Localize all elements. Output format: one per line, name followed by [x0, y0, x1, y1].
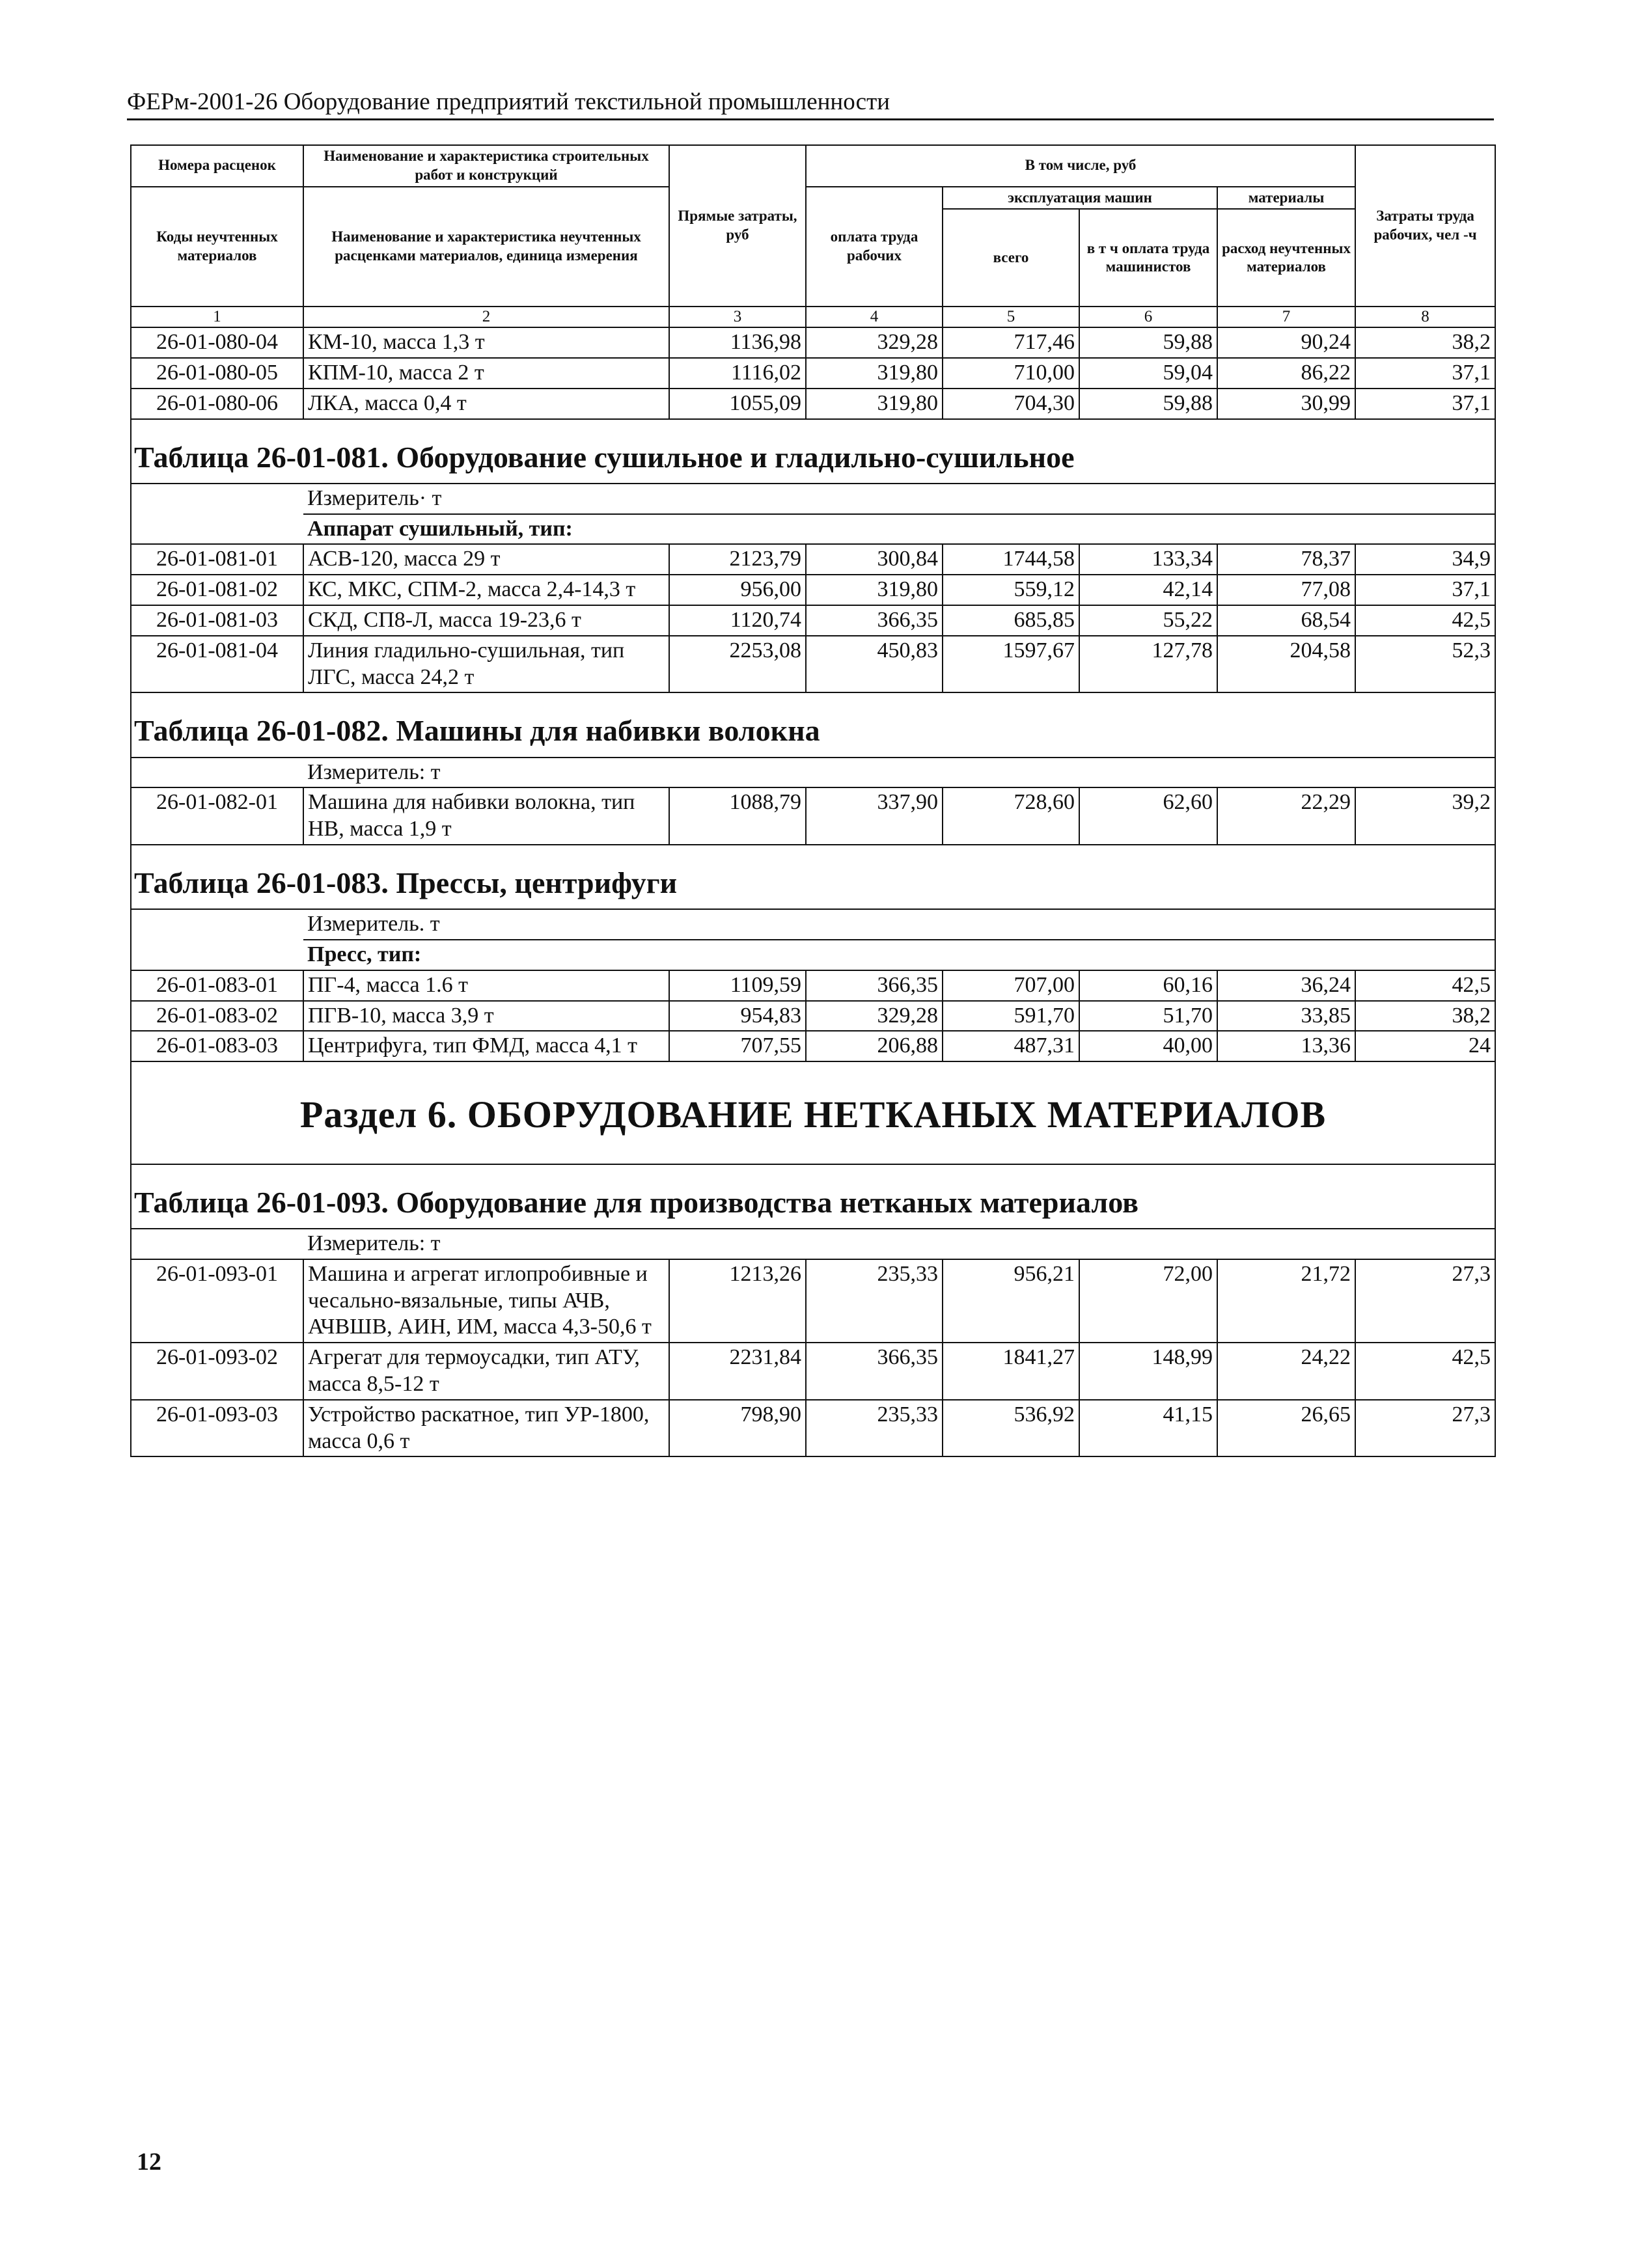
rate-value: 235,33: [806, 1400, 943, 1457]
header-row-2: [131, 187, 1495, 210]
rate-value: 329,28: [806, 327, 943, 358]
table-row: [131, 389, 1495, 419]
rate-value: 27,3: [1355, 1400, 1495, 1457]
rate-name: Машина и агрегат иглопробивные и чесально-вязальные, типы АЧВ, АЧВШВ, АИН, ИМ, масса 4,3-50,6 т: [303, 1259, 669, 1343]
rate-value: 704,30: [943, 389, 1079, 419]
table-row: [131, 358, 1495, 389]
table-row: [131, 1343, 1495, 1400]
measure-unit: Измеритель: т: [303, 1229, 1495, 1259]
rate-name: КС, МКС, СПМ-2, масса 2,4-14,3 т: [303, 575, 669, 605]
rate-value: 559,12: [943, 575, 1079, 605]
rate-value: 37,1: [1355, 389, 1495, 419]
table-title-row: [131, 692, 1495, 757]
rate-value: 956,00: [669, 575, 806, 605]
measure-unit: Измеритель. т: [303, 909, 1495, 940]
col-header-labor: Затраты труда рабочих, чел -ч: [1355, 145, 1495, 307]
rate-code: 26-01-093-02: [131, 1343, 303, 1400]
table-row: [131, 1001, 1495, 1032]
rate-value: 329,28: [806, 1001, 943, 1032]
rate-code: 26-01-093-01: [131, 1259, 303, 1343]
rate-name: ПГ-4, масса 1.6 т: [303, 970, 669, 1001]
rate-value: 59,88: [1079, 389, 1217, 419]
col-header-name-top: Наименование и характеристика строительных работ и конструкций: [303, 145, 669, 187]
rate-value: 1213,26: [669, 1259, 806, 1343]
column-numbers-row: [131, 307, 1495, 327]
rate-code: 26-01-082-01: [131, 787, 303, 845]
rate-value: 728,60: [943, 787, 1079, 845]
table-row: [131, 575, 1495, 605]
spacer-cell: [131, 940, 303, 970]
rate-value: 59,88: [1079, 327, 1217, 358]
col-header-machine-total: всего: [943, 209, 1079, 307]
rate-value: 39,2: [1355, 787, 1495, 845]
rate-name: ПГВ-10, масса 3,9 т: [303, 1001, 669, 1032]
rate-value: 24,22: [1217, 1343, 1355, 1400]
rate-name: АСВ-120, масса 29 т: [303, 544, 669, 575]
column-number: 7: [1217, 307, 1355, 327]
rate-value: 38,2: [1355, 327, 1495, 358]
rate-value: 22,29: [1217, 787, 1355, 845]
rate-value: 450,83: [806, 636, 943, 693]
subheading-row: [131, 514, 1495, 545]
rate-value: 60,16: [1079, 970, 1217, 1001]
rate-value: 204,58: [1217, 636, 1355, 693]
rate-value: 86,22: [1217, 358, 1355, 389]
rate-value: 954,83: [669, 1001, 806, 1032]
table-row: [131, 970, 1495, 1001]
col-header-machine-wages: в т ч оплата труда машинистов: [1079, 209, 1217, 307]
rate-value: 956,21: [943, 1259, 1079, 1343]
rate-value: 1597,67: [943, 636, 1079, 693]
column-number: 1: [131, 307, 303, 327]
rate-value: 68,54: [1217, 605, 1355, 636]
col-header-machine: эксплуатация машин: [943, 187, 1217, 210]
table-title: Таблица 26-01-082. Машины для набивки волокна: [131, 692, 1495, 757]
rate-value: 37,1: [1355, 358, 1495, 389]
column-number: 6: [1079, 307, 1217, 327]
section-title: Раздел 6. ОБОРУДОВАНИЕ НЕТКАНЫХ МАТЕРИАЛОВ: [131, 1061, 1495, 1164]
col-header-materials-sub: расход неучтенных материалов: [1217, 209, 1355, 307]
rate-value: 319,80: [806, 575, 943, 605]
rate-value: 72,00: [1079, 1259, 1217, 1343]
rate-value: 1120,74: [669, 605, 806, 636]
rate-value: 487,31: [943, 1031, 1079, 1061]
rate-value: 1841,27: [943, 1343, 1079, 1400]
rate-value: 52,3: [1355, 636, 1495, 693]
column-number: 8: [1355, 307, 1495, 327]
rate-name: Агрегат для термоусадки, тип АТУ, масса 8,5-12 т: [303, 1343, 669, 1400]
measure-row: [131, 1229, 1495, 1259]
rate-value: 90,24: [1217, 327, 1355, 358]
rate-value: 13,36: [1217, 1031, 1355, 1061]
rate-value: 36,24: [1217, 970, 1355, 1001]
rate-value: 536,92: [943, 1400, 1079, 1457]
header-row-1: [131, 145, 1495, 187]
rate-code: 26-01-081-04: [131, 636, 303, 693]
rate-value: 300,84: [806, 544, 943, 575]
table-row: [131, 327, 1495, 358]
rate-value: 42,14: [1079, 575, 1217, 605]
rate-value: 42,5: [1355, 605, 1495, 636]
rate-value: 366,35: [806, 605, 943, 636]
rate-value: 2231,84: [669, 1343, 806, 1400]
rate-value: 1055,09: [669, 389, 806, 419]
col-header-name-bottom: Наименование и характеристика неучтенных расценками материалов, единица измерения: [303, 187, 669, 307]
spacer-cell: [131, 484, 303, 514]
rate-value: 206,88: [806, 1031, 943, 1061]
rate-name: КМ-10, масса 1,3 т: [303, 327, 669, 358]
rate-value: 127,78: [1079, 636, 1217, 693]
rate-name: Линия гладильно-сушильная, тип ЛГС, масса 24,2 т: [303, 636, 669, 693]
rate-value: 62,60: [1079, 787, 1217, 845]
measure-unit: Измеритель: т: [303, 758, 1495, 788]
rate-name: Машина для набивки волокна, тип НВ, масса 1,9 т: [303, 787, 669, 845]
page-number: 12: [137, 2148, 161, 2176]
rate-value: 2253,08: [669, 636, 806, 693]
col-header-wages: оплата труда рабочих: [806, 187, 943, 307]
rates-table: [130, 144, 1496, 1457]
table-row: [131, 1400, 1495, 1457]
rate-code: 26-01-080-04: [131, 327, 303, 358]
table-title: Таблица 26-01-081. Оборудование сушильное и гладильно-сушильное: [131, 419, 1495, 484]
rate-value: 59,04: [1079, 358, 1217, 389]
column-number: 2: [303, 307, 669, 327]
rate-value: 366,35: [806, 970, 943, 1001]
measure-unit: Измеритель· т: [303, 484, 1495, 514]
rate-code: 26-01-081-03: [131, 605, 303, 636]
section-row: [131, 1061, 1495, 1164]
col-header-direct: Прямые затраты, руб: [669, 145, 806, 307]
rate-value: 42,5: [1355, 970, 1495, 1001]
rate-name: ЛКА, масса 0,4 т: [303, 389, 669, 419]
rate-value: 30,99: [1217, 389, 1355, 419]
rate-value: 24: [1355, 1031, 1495, 1061]
table-row: [131, 1259, 1495, 1343]
rate-value: 707,00: [943, 970, 1079, 1001]
measure-row: [131, 909, 1495, 940]
rate-value: 78,37: [1217, 544, 1355, 575]
subheading-row: [131, 940, 1495, 970]
rate-value: 40,00: [1079, 1031, 1217, 1061]
rate-value: 51,70: [1079, 1001, 1217, 1032]
rate-value: 685,85: [943, 605, 1079, 636]
measure-row: [131, 758, 1495, 788]
table-title-row: [131, 845, 1495, 909]
rate-value: 34,9: [1355, 544, 1495, 575]
rate-name: КПМ-10, масса 2 т: [303, 358, 669, 389]
spacer-cell: [131, 1229, 303, 1259]
rate-value: 319,80: [806, 389, 943, 419]
rate-code: 26-01-081-01: [131, 544, 303, 575]
rate-name: СКД, СП8-Л, масса 19-23,6 т: [303, 605, 669, 636]
rate-value: 710,00: [943, 358, 1079, 389]
spacer-cell: [131, 909, 303, 940]
rate-value: 55,22: [1079, 605, 1217, 636]
table-row: [131, 636, 1495, 693]
rate-value: 38,2: [1355, 1001, 1495, 1032]
rate-code: 26-01-093-03: [131, 1400, 303, 1457]
measure-row: [131, 484, 1495, 514]
page-header: ФЕРм-2001-26 Оборудование предприятий текстильной промышленности: [127, 88, 1494, 120]
rate-code: 26-01-080-05: [131, 358, 303, 389]
column-number: 4: [806, 307, 943, 327]
rate-value: 1088,79: [669, 787, 806, 845]
spacer-cell: [131, 514, 303, 545]
rate-value: 591,70: [943, 1001, 1079, 1032]
table-row: [131, 544, 1495, 575]
rate-value: 798,90: [669, 1400, 806, 1457]
col-header-including: В том числе, руб: [806, 145, 1355, 187]
rate-value: 2123,79: [669, 544, 806, 575]
table-row: [131, 605, 1495, 636]
col-header-code-top: Номера расценок: [131, 145, 303, 187]
col-header-materials: материалы: [1217, 187, 1355, 210]
column-number: 3: [669, 307, 806, 327]
table-title-row: [131, 1164, 1495, 1229]
column-number: 5: [943, 307, 1079, 327]
rate-value: 21,72: [1217, 1259, 1355, 1343]
rate-code: 26-01-083-03: [131, 1031, 303, 1061]
rate-value: 133,34: [1079, 544, 1217, 575]
rate-value: 37,1: [1355, 575, 1495, 605]
rate-name: Центрифуга, тип ФМД, масса 4,1 т: [303, 1031, 669, 1061]
table-title-row: [131, 419, 1495, 484]
rate-value: 148,99: [1079, 1343, 1217, 1400]
rate-value: 26,65: [1217, 1400, 1355, 1457]
rate-name: Устройство раскатное, тип УР-1800, масса 0,6 т: [303, 1400, 669, 1457]
rate-value: 1744,58: [943, 544, 1079, 575]
rate-value: 33,85: [1217, 1001, 1355, 1032]
rate-value: 717,46: [943, 327, 1079, 358]
col-header-code-bottom: Коды неучтенных материалов: [131, 187, 303, 307]
rate-value: 1109,59: [669, 970, 806, 1001]
rate-value: 77,08: [1217, 575, 1355, 605]
rate-value: 42,5: [1355, 1343, 1495, 1400]
table-row: [131, 1031, 1495, 1061]
rate-value: 1116,02: [669, 358, 806, 389]
rate-value: 707,55: [669, 1031, 806, 1061]
subheading: Пресс, тип:: [303, 940, 1495, 970]
rate-value: 337,90: [806, 787, 943, 845]
rate-value: 1136,98: [669, 327, 806, 358]
rate-value: 366,35: [806, 1343, 943, 1400]
rate-value: 319,80: [806, 358, 943, 389]
subheading: Аппарат сушильный, тип:: [303, 514, 1495, 545]
rate-code: 26-01-080-06: [131, 389, 303, 419]
rate-value: 41,15: [1079, 1400, 1217, 1457]
rate-value: 235,33: [806, 1259, 943, 1343]
table-row: [131, 787, 1495, 845]
rate-code: 26-01-083-01: [131, 970, 303, 1001]
rate-code: 26-01-083-02: [131, 1001, 303, 1032]
rate-value: 27,3: [1355, 1259, 1495, 1343]
rate-code: 26-01-081-02: [131, 575, 303, 605]
spacer-cell: [131, 758, 303, 788]
table-title: Таблица 26-01-083. Прессы, центрифуги: [131, 845, 1495, 909]
table-title: Таблица 26-01-093. Оборудование для производства нетканых материалов: [131, 1164, 1495, 1229]
